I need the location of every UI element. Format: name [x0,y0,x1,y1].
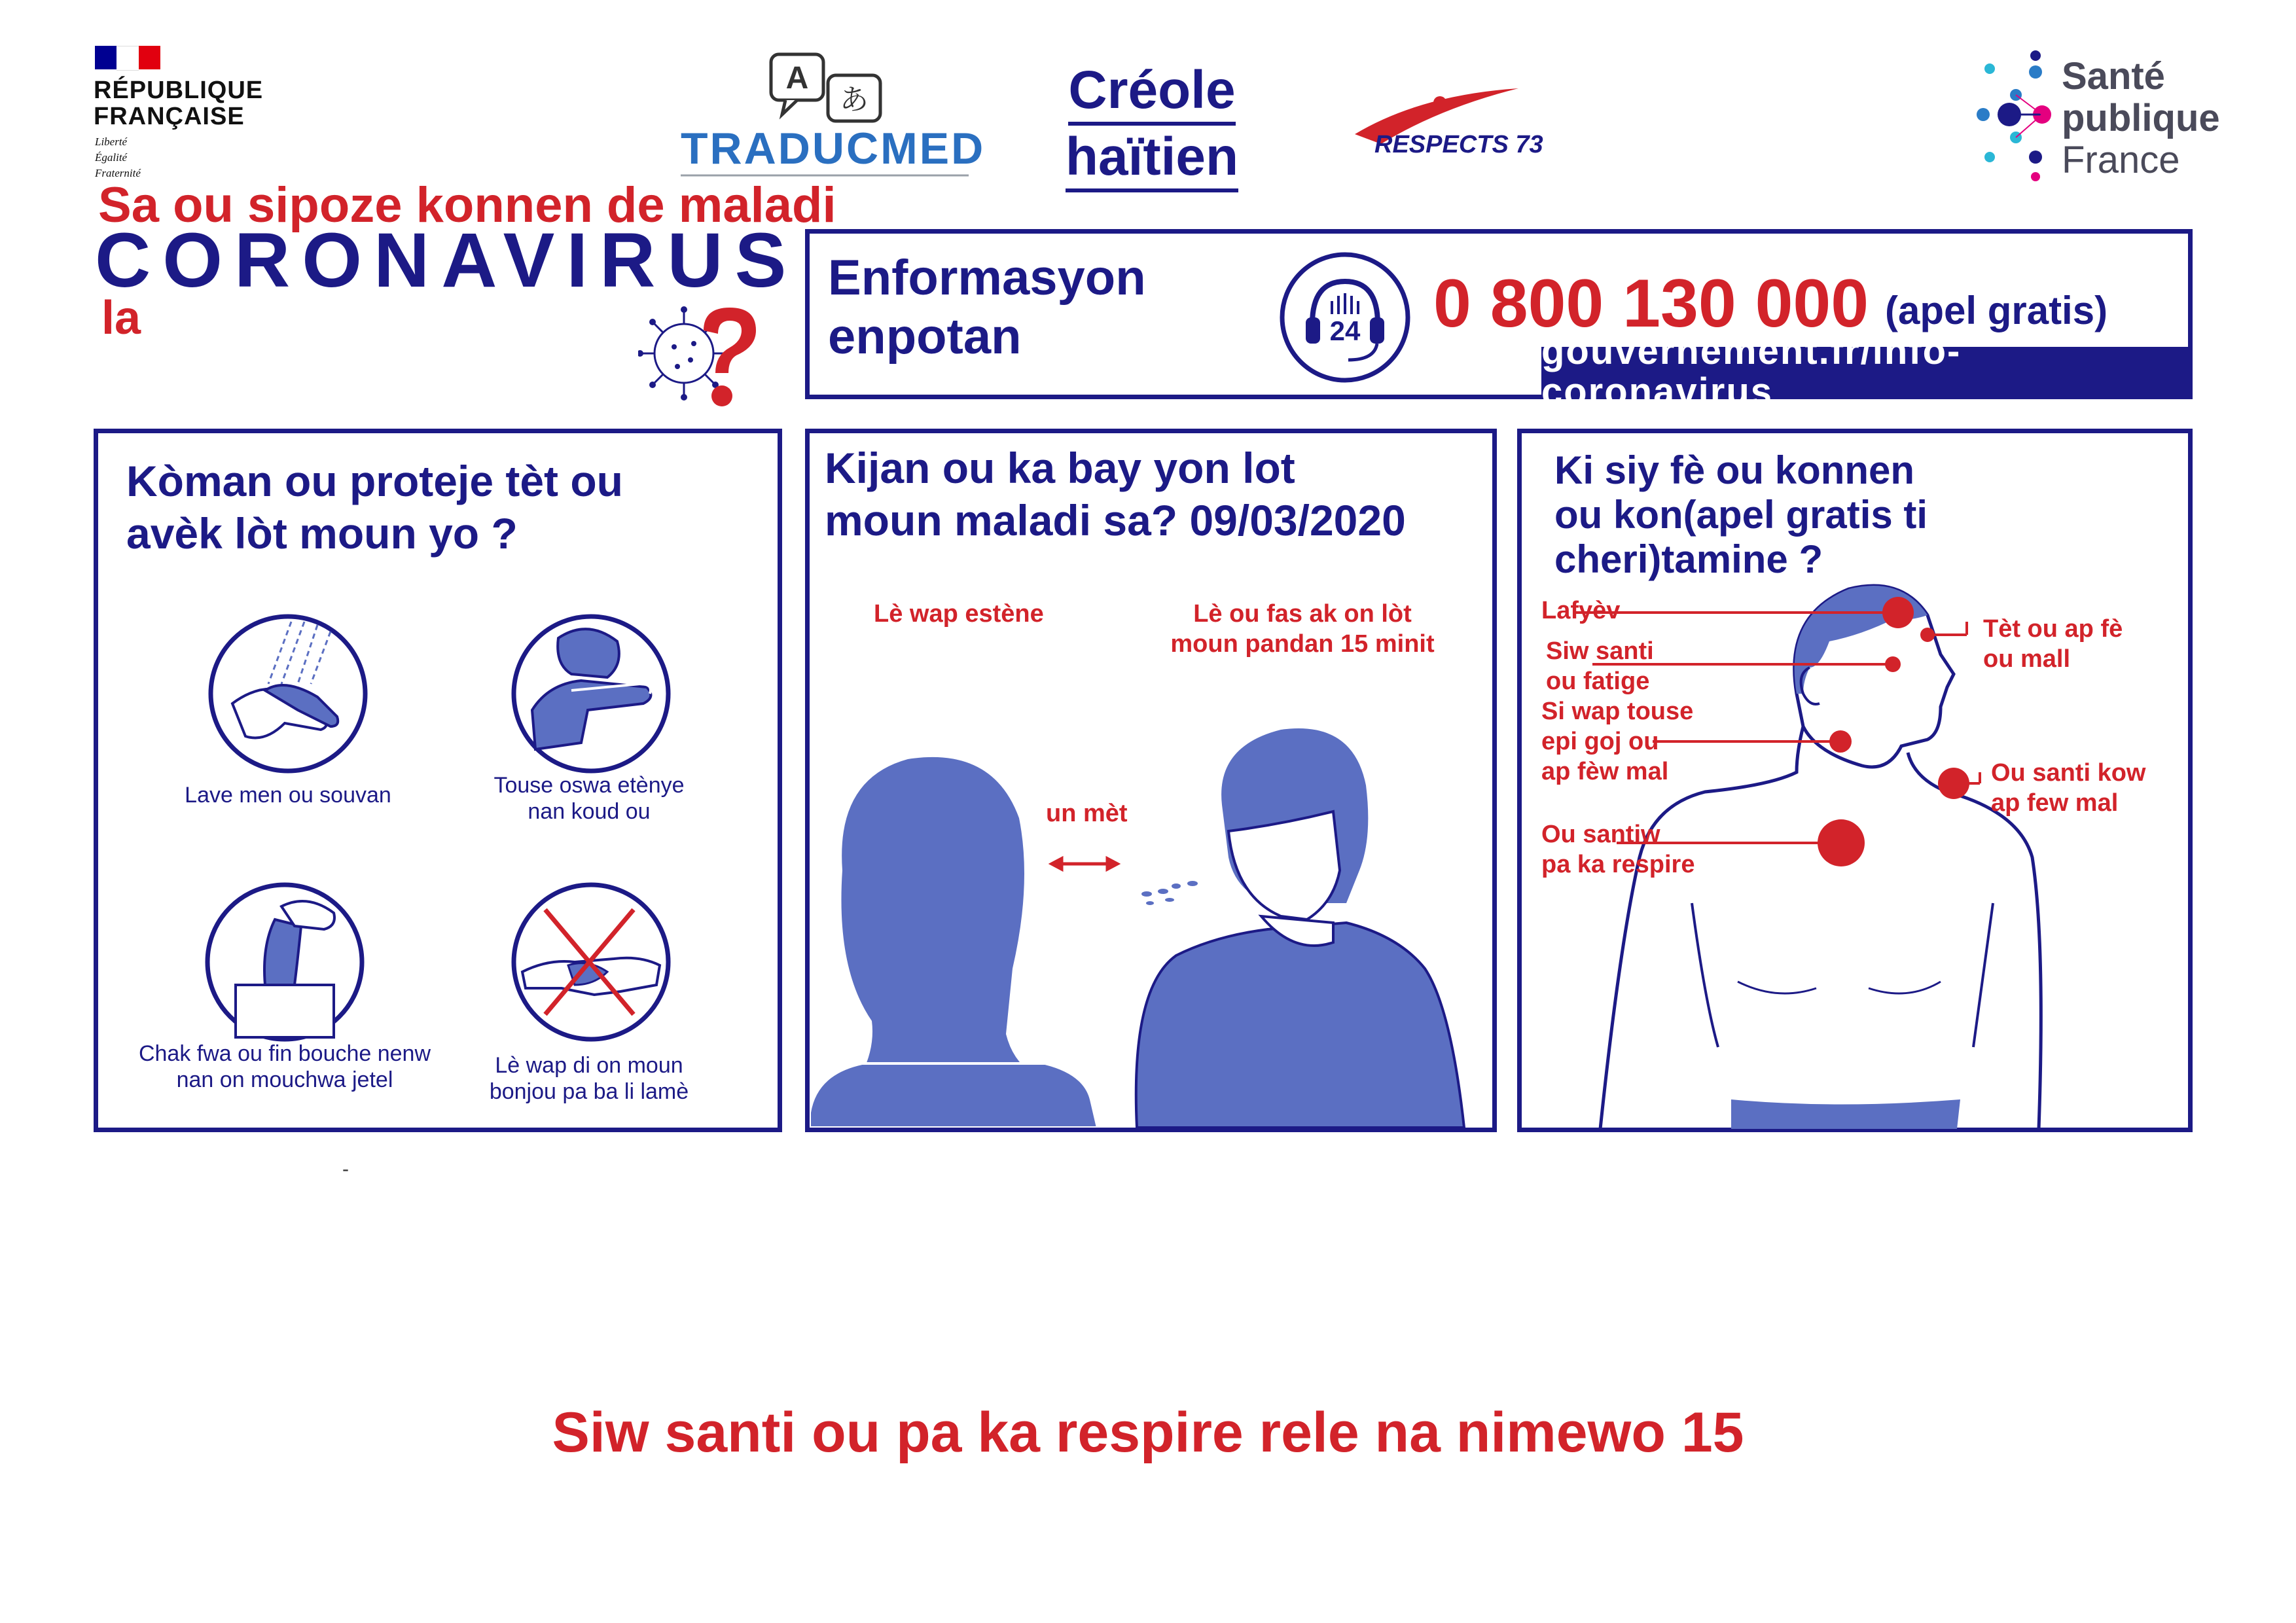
label-face-to-face [1139,599,1466,659]
badge-number: 24 [1329,315,1361,346]
label-sneezing: Lè wap estène [874,600,1044,628]
hotline-note: (apel gratis) [1885,289,2108,332]
symptom-headache-line2: ou mall [1983,645,2071,673]
republic-name-line1: RÉPUBLIQUE [94,77,264,104]
caption-no-handshake [432,1052,746,1105]
caption-tissue [128,1041,442,1093]
no-handshake-icon [509,880,673,1044]
emergency-message: Siw santi ou pa ka respire rele na nimewo 15 [552,1401,1744,1464]
info-label [828,249,1146,366]
symptom-body-line1: Ou santi kow [1991,759,2146,787]
language-line2: haïtien [1066,126,1238,192]
panel-transmission-title-line1: Kijan ou ka bay yon lot [825,444,1295,492]
symptom-fatigue-line2: ou fatige [1546,668,1650,695]
label-distance: un mèt [1046,800,1128,827]
caption-line: Touse oswa etènye [493,773,685,798]
sante-line2: publique [2062,97,2220,139]
caption-line: nan koud ou [528,799,651,824]
info-label-line2: enpotan [828,309,1022,365]
sante-line1: Santé [2062,55,2165,98]
translation-bubbles-icon [766,49,890,128]
info-label-line1: Enformasyon [828,250,1146,306]
language-line1: Créole [1068,59,1235,126]
panel-protection-title-line1: Kòman ou proteje tèt ou [126,457,623,505]
motto-line: Fraternité [95,167,141,179]
symptom-headache-line1: Tèt ou ap fè [1983,615,2123,643]
title-suffix: la [101,292,141,344]
symptom-fatigue [1546,636,1654,696]
virus-question-icon [638,298,769,416]
motto-line: Liberté [95,135,128,148]
droplets-icon [1141,881,1198,905]
hand-wash-icon [206,612,370,776]
respects-logo: RESPECTS 73 [1374,131,1543,158]
symptom-fever: Lafyèv [1541,597,1621,624]
symptom-breathing-line1: Ou santiw [1541,821,1660,848]
elbow-cough-icon [509,612,673,776]
panel-symptoms-title [1554,448,1928,582]
symptom-cough-line3: ap fèw mal [1541,758,1669,785]
republic-motto [95,134,141,181]
motto-line: Égalité [95,151,128,164]
info-url-text[interactable]: gouvernement.fr/info-coronavirus [1541,331,2193,415]
info-url-link[interactable] [1541,330,2193,413]
caption-line: Chak fwa ou fin bouche nenw [138,1041,431,1066]
distance-arrow [1052,859,1117,869]
caption-elbow-cough [432,772,746,825]
panel-symptoms-title-line3: cheri)tamine ? [1554,537,1823,581]
title-intro: Sa ou sipoze konnen de maladi [98,177,836,233]
republic-name-line2: FRANÇAISE [94,103,245,130]
panel-transmission-title [825,442,1406,546]
sante-line3: France [2062,139,2180,181]
caption-line: bonjou pa ba li lamè [489,1079,689,1104]
sante-publique-logo [2062,56,2220,181]
symptom-breathing [1541,819,1695,880]
french-flag-logo [95,46,160,69]
helpline-24h-icon [1276,249,1414,386]
traducmed-logo: TRADUCMED [681,124,986,173]
symptom-cough-line2: epi goj ou [1541,728,1659,755]
panel-protection-title-line2: avèk lòt moun yo ? [126,509,518,558]
panel-symptoms-title-line1: Ki siy fè ou konnen [1554,448,1915,492]
republique-francaise-logo [94,77,263,130]
caption-line: nan on mouchwa jetel [176,1067,393,1092]
panel-transmission-title-line2: moun maladi sa? 09/03/2020 [825,496,1406,544]
language-title [1060,59,1244,192]
hiragana-glyph: あ [840,83,869,116]
symptom-cough-line1: Si wap touse [1541,698,1694,725]
label-face-line2: moun pandan 15 minit [1170,630,1435,658]
letter-a-glyph: A [785,61,809,96]
transmission-illustration [810,707,1492,1128]
hotline-number: 0 800 130 000 [1433,266,1869,342]
caption-line: Lè wap di on moun [495,1053,683,1078]
symptom-body-ache [1991,758,2145,818]
symptom-headache [1983,614,2123,674]
panel-protection-title [126,455,623,560]
symptom-cough [1541,696,1693,787]
sante-publique-dots-icon [1970,43,2062,190]
label-face-line1: Lè ou fas ak on lòt [1193,600,1412,628]
stray-dash: - [342,1158,349,1180]
symptom-fatigue-line1: Siw santi [1546,637,1654,665]
tissue-icon [203,880,367,1044]
caption-line: Lave men ou souvan [185,783,391,808]
panel-symptoms-title-line2: ou kon(apel gratis ti [1554,493,1928,537]
symptom-breathing-line2: pa ka respire [1541,851,1695,878]
caption-hand-wash [131,782,445,808]
symptom-body-line2: ap few mal [1991,789,2119,817]
page-title: CORONAVIRUS [95,217,798,304]
